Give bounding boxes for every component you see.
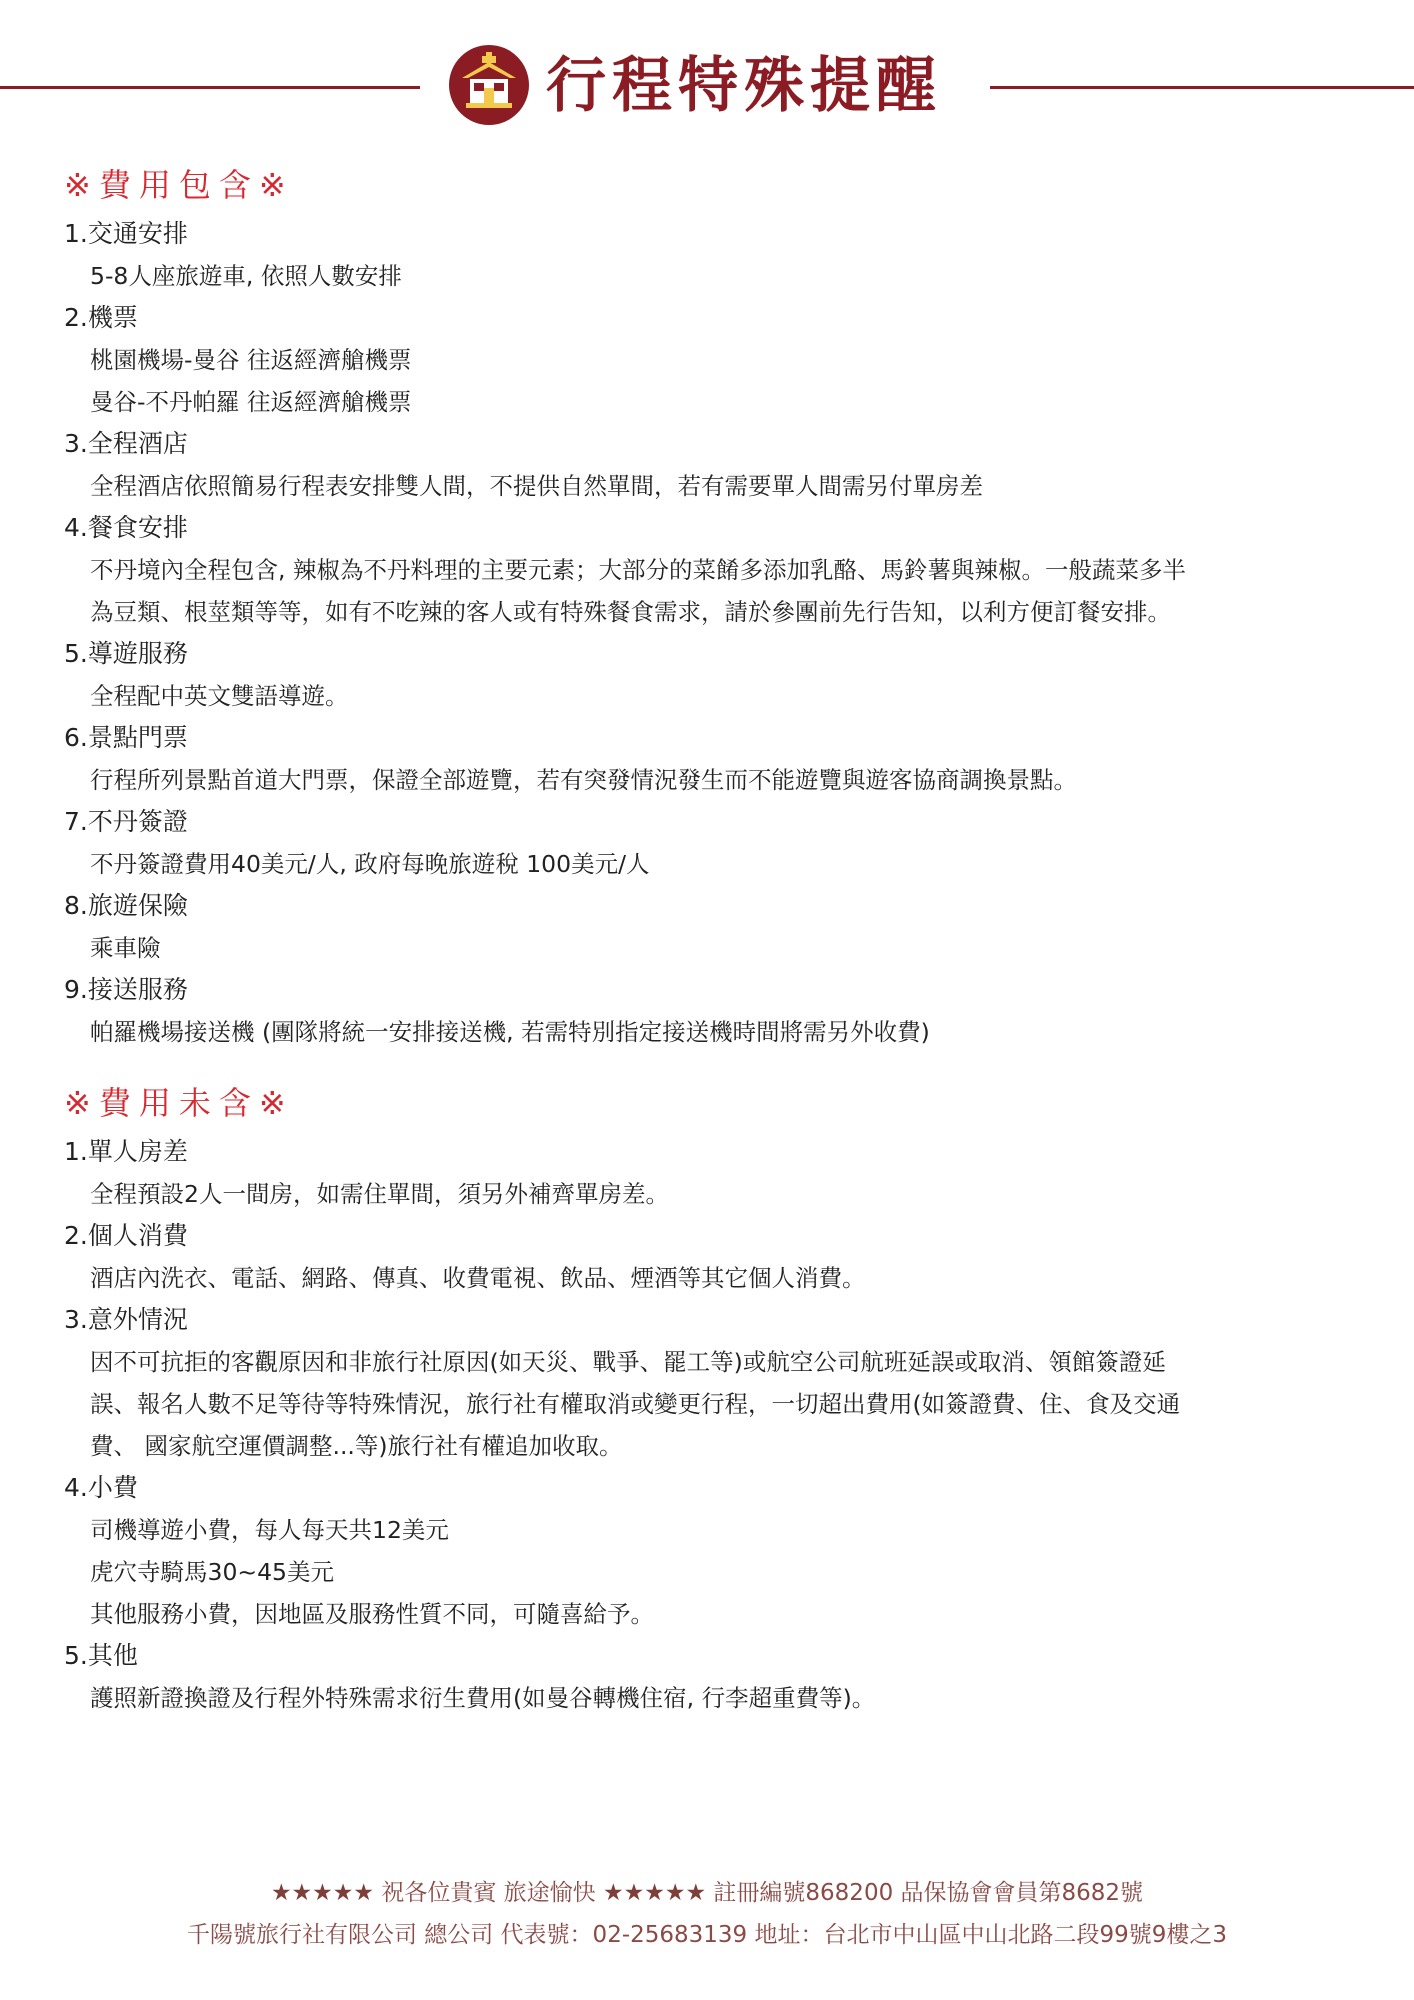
list-item	[64, 423, 1354, 507]
item-heading: 6.景點門票	[64, 723, 188, 752]
included-section	[64, 165, 1354, 1053]
list-item	[64, 507, 1354, 633]
item-detail: 5-8人座旅遊車, 依照人數安排	[90, 262, 402, 290]
list-item	[64, 1299, 1354, 1467]
list-item	[64, 969, 1354, 1053]
stars-icon: ★★★★★	[602, 1880, 707, 1906]
item-heading: 8.旅遊保險	[64, 891, 188, 920]
list-item	[64, 717, 1354, 801]
footer-greeting-line	[0, 1876, 1414, 1910]
included-list	[64, 213, 1354, 1053]
page-title: 行程特殊提醒	[546, 51, 942, 121]
item-detail: 曼谷-不丹帕羅 往返經濟艙機票	[90, 388, 412, 416]
item-heading: 1.單人房差	[64, 1137, 188, 1166]
item-heading: 4.餐食安排	[64, 513, 188, 542]
item-detail: 費、 國家航空運價調整...等)旅行社有權追加收取。	[90, 1432, 623, 1460]
temple-logo-icon	[448, 44, 530, 126]
item-detail: 桃園機場-曼谷 往返經濟艙機票	[90, 346, 412, 374]
list-item	[64, 885, 1354, 969]
item-detail: 為豆類、根莖類等等，如有不吃辣的客人或有特殊餐食需求，請於參團前先行告知，以利方便訂餐安排。	[90, 598, 1171, 626]
item-detail: 行程所列景點首道大門票，保證全部遊覽，若有突發情況發生而不能遊覽與遊客協商調換景點。	[90, 766, 1077, 794]
page-header	[0, 40, 1414, 130]
notice-content	[64, 165, 1354, 1719]
list-item	[64, 1467, 1354, 1635]
footer-company: 千陽號旅行社有限公司 總公司 代表號：02-25683139 地址：台北市中山區中山北路二段99號9樓之3	[186, 1922, 1228, 1948]
item-heading: 1.交通安排	[64, 219, 188, 248]
excluded-title: ※費用未含※	[64, 1084, 294, 1122]
item-detail: 全程配中英文雙語導遊。	[90, 682, 349, 710]
item-detail: 司機導遊小費，每人每天共12美元	[90, 1516, 449, 1544]
list-item	[64, 1215, 1354, 1299]
item-detail: 酒店內洗衣、電話、網路、傳真、收費電視、飲品、煙酒等其它個人消費。	[90, 1264, 866, 1292]
item-heading: 5.導遊服務	[64, 639, 188, 668]
list-item	[64, 213, 1354, 297]
item-heading: 2.機票	[64, 303, 138, 332]
footer-greeting: 祝各位貴賓 旅途愉快	[381, 1880, 596, 1906]
item-detail: 全程酒店依照簡易行程表安排雙人間，不提供自然單間，若有需要單人間需另付單房差	[90, 472, 983, 500]
list-item	[64, 633, 1354, 717]
item-detail: 不丹簽證費用40美元/人, 政府每晚旅遊稅 100美元/人	[90, 850, 650, 878]
list-item	[64, 801, 1354, 885]
stars-icon: ★★★★★	[270, 1880, 375, 1906]
item-detail: 帕羅機場接送機 (團隊將統一安排接送機, 若需特別指定接送機時間將需另外收費)	[90, 1018, 930, 1046]
header-rule-left	[0, 86, 420, 89]
item-detail: 乘車險	[90, 934, 161, 962]
item-heading: 3.全程酒店	[64, 429, 188, 458]
list-item	[64, 1635, 1354, 1719]
item-heading: 3.意外情況	[64, 1305, 188, 1334]
item-heading: 7.不丹簽證	[64, 807, 188, 836]
footer-registration: 註冊編號868200 品保協會會員第8682號	[713, 1880, 1144, 1906]
item-heading: 5.其他	[64, 1641, 138, 1670]
footer-company-line	[0, 1918, 1414, 1952]
item-detail: 護照新證換證及行程外特殊需求衍生費用(如曼谷轉機住宿, 行李超重費等)。	[90, 1684, 876, 1712]
item-heading: 2.個人消費	[64, 1221, 188, 1250]
item-heading: 4.小費	[64, 1473, 138, 1502]
excluded-section	[64, 1083, 1354, 1719]
list-item	[64, 297, 1354, 423]
item-detail: 因不可抗拒的客觀原因和非旅行社原因(如天災、戰爭、罷工等)或航空公司航班延誤或取消、領館簽證延	[90, 1348, 1166, 1376]
included-title: ※費用包含※	[64, 166, 294, 204]
header-rule-right	[990, 86, 1414, 89]
item-detail: 虎穴寺騎馬30~45美元	[90, 1558, 334, 1586]
excluded-list	[64, 1131, 1354, 1719]
item-detail: 不丹境內全程包含, 辣椒為不丹料理的主要元素；大部分的菜餚多添加乳酪、馬鈴薯與辣椒。一般蔬菜多半	[90, 556, 1186, 584]
item-detail: 其他服務小費，因地區及服務性質不同，可隨喜給予。	[90, 1600, 654, 1628]
list-item	[64, 1131, 1354, 1215]
item-detail: 全程預設2人一間房，如需住單間，須另外補齊單房差。	[90, 1180, 669, 1208]
item-detail: 誤、報名人數不足等待等特殊情況，旅行社有權取消或變更行程，一切超出費用(如簽證費、住、食及交通	[90, 1390, 1181, 1418]
item-heading: 9.接送服務	[64, 975, 188, 1004]
